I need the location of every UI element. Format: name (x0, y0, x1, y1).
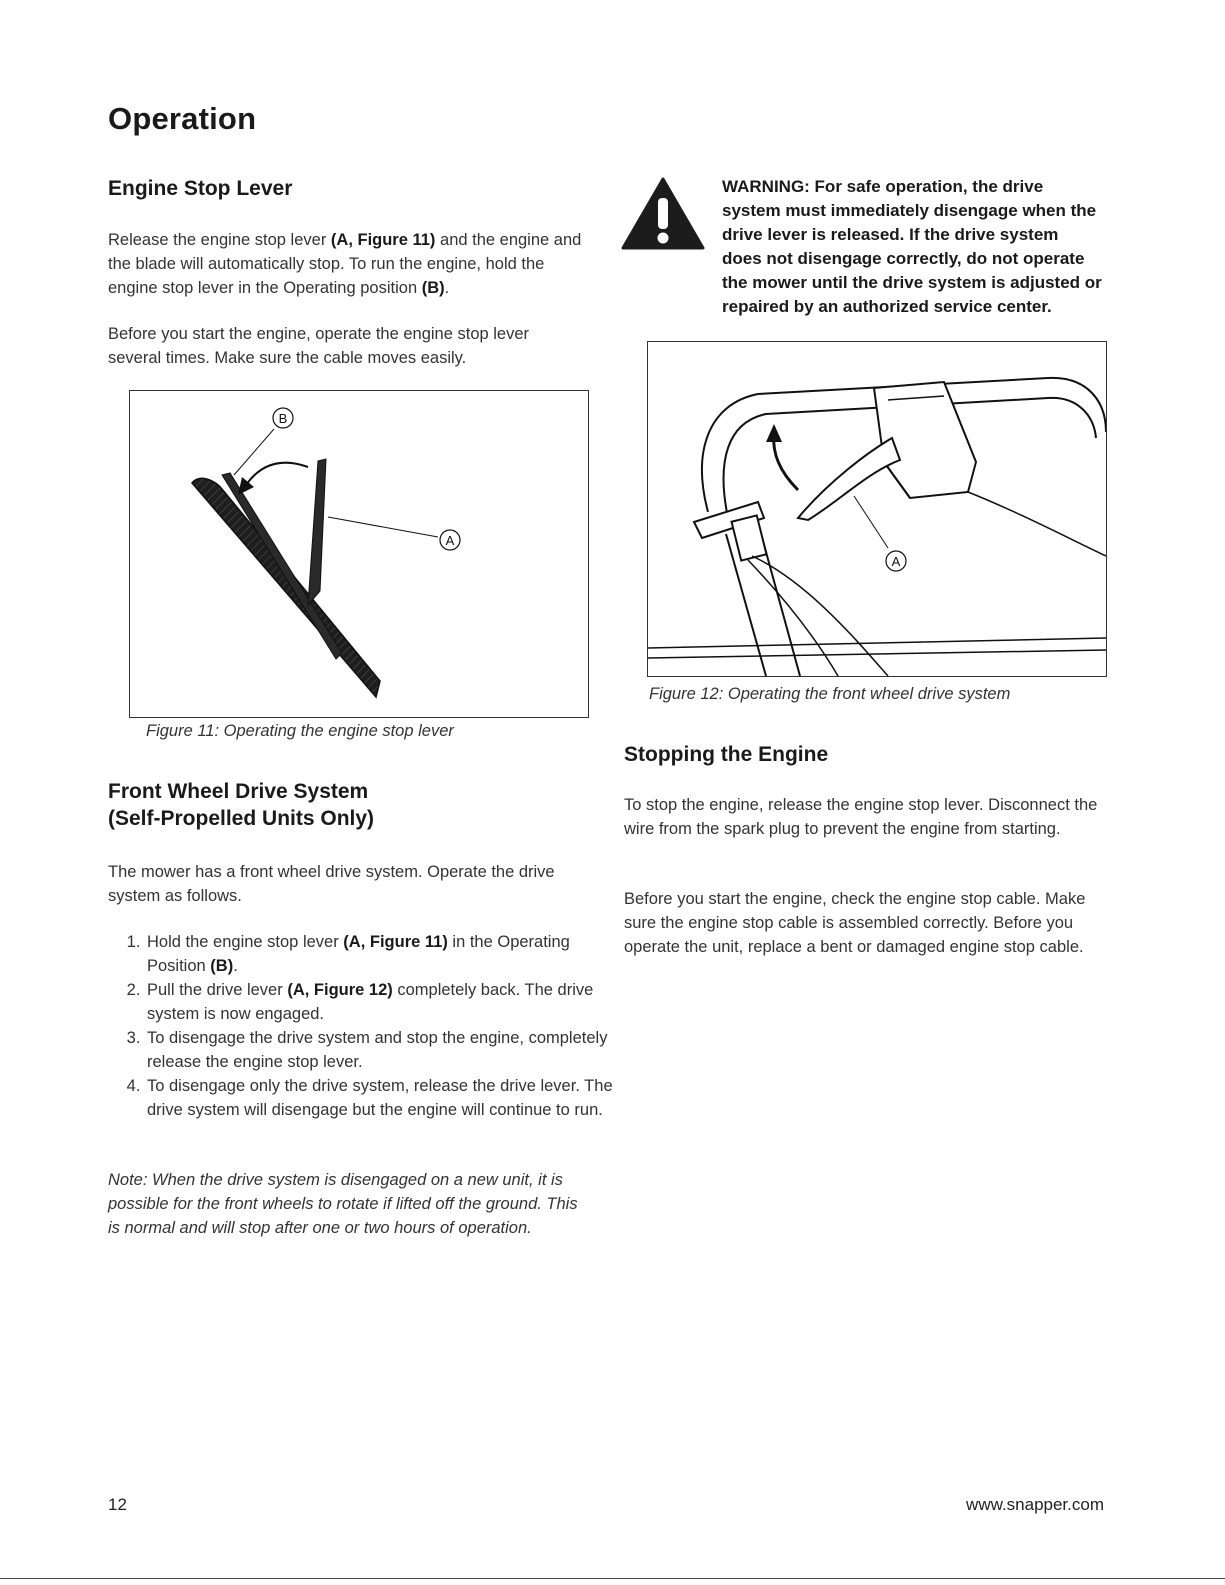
drive-lever-drawing (648, 342, 1106, 676)
lever-operating-position (308, 459, 326, 605)
warning-message: WARNING: For safe operation, the drive system must immediately disengage when the drive lever is released. If the drive system does not disengage correctly, do not operate the mower until the drive system is adjusted or repaired by an authorized service center. (722, 177, 1102, 316)
engine-stop-lever-paragraph-1-segment: . (444, 279, 450, 297)
engine-stop-lever-drawing (130, 391, 588, 717)
drive-step-1-segment: (A, Figure 11) (343, 933, 448, 951)
drive-note: Note: When the drive system is disengaged on a new unit, it is possible for the front wheels to rotate if lifted off the ground. This is normal and will stop after one or two hours of operation. (108, 1171, 578, 1237)
figure-11-illustration (129, 390, 589, 718)
footer-website: www.snapper.com (966, 1495, 1104, 1514)
drive-step-2-segment: completely back. The drive system is now engaged. (147, 981, 594, 1023)
engine-stop-lever-heading: Engine Stop Lever (108, 177, 293, 200)
drive-lever-bail (798, 438, 900, 520)
drive-step-1-segment: Hold the engine stop lever (147, 933, 344, 951)
engine-stop-lever-paragraph-1 (108, 228, 588, 300)
front-wheel-drive-heading (108, 778, 374, 832)
drive-step-4-segment: To disengage only the drive system, release the drive lever. The drive system will disengage but the engine will continue to run. (147, 1077, 613, 1119)
engine-stop-lever-paragraph-1-segment: (B) (421, 279, 445, 297)
page-number: 12 (108, 1495, 127, 1514)
front-wheel-drive-heading-line-2: (Self-Propelled Units Only) (108, 807, 375, 830)
stopping-engine-paragraph-2: Before you start the engine, check the engine stop cable. Make sure the engine stop cable is assembled correctly. Before you operate the unit, replace a bent or damaged engine stop cable. (624, 890, 1086, 956)
engine-stop-lever-paragraph-1-segment: Release the engine stop lever (108, 231, 331, 249)
callout-a-line (328, 517, 438, 537)
engine-stop-lever-paragraph-2: Before you start the engine, operate the engine stop lever several times. Make sure the cable moves easily. (108, 325, 530, 367)
callout-a-label: A (445, 533, 455, 548)
figure-12-caption: Figure 12: Operating the front wheel drive system (649, 685, 1011, 703)
figure-12-illustration (647, 341, 1107, 677)
page-title: Operation (108, 101, 257, 136)
drive-step-3-segment: To disengage the drive system and stop the engine, completely release the engine stop lever. (147, 1029, 608, 1071)
drive-step-2-segment: (A, Figure 12) (287, 981, 393, 999)
callout-a-line-fig12 (854, 496, 888, 548)
warning-triangle-icon (620, 176, 706, 252)
mower-handle-bar (192, 478, 380, 697)
stopping-engine-paragraph-1: To stop the engine, release the engine stop lever. Disconnect the wire from the spark plug to prevent the engine from starting. (624, 796, 1098, 838)
front-wheel-drive-intro: The mower has a front wheel drive system. Operate the drive system as follows. (108, 863, 555, 905)
drive-step-4 (145, 1074, 620, 1122)
pull-arrow-head (766, 424, 782, 442)
front-wheel-drive-heading-line-1: Front Wheel Drive System (108, 780, 369, 803)
drive-step-2-segment: Pull the drive lever (147, 981, 288, 999)
callout-b-line (234, 429, 274, 475)
engine-stop-lever-paragraph-1-segment: and the engine and the blade will automatically stop. To run the engine, hold the engine stop lever in the Operating position (108, 231, 582, 297)
bottom-border-line (0, 1578, 1225, 1579)
figure-11-caption: Figure 11: Operating the engine stop lever (146, 722, 454, 740)
stopping-engine-heading: Stopping the Engine (624, 743, 829, 766)
drive-step-1-segment: . (233, 957, 238, 975)
engine-stop-lever-paragraph-1-segment: (A, Figure 11) (330, 231, 436, 249)
callout-b-label: B (278, 411, 288, 426)
pull-arrow-curve (774, 434, 798, 490)
drive-step-1-segment: in the Operating Position (147, 933, 570, 975)
drive-step-3 (145, 1026, 620, 1074)
motion-arrow-curve (246, 463, 308, 485)
drive-step-1 (145, 930, 620, 978)
drive-step-2 (145, 978, 620, 1026)
callout-a-label-fig12: A (891, 554, 901, 569)
drive-step-1-segment: (B) (210, 957, 234, 975)
motion-arrow-head (238, 477, 254, 495)
drive-steps-list (108, 930, 620, 1122)
